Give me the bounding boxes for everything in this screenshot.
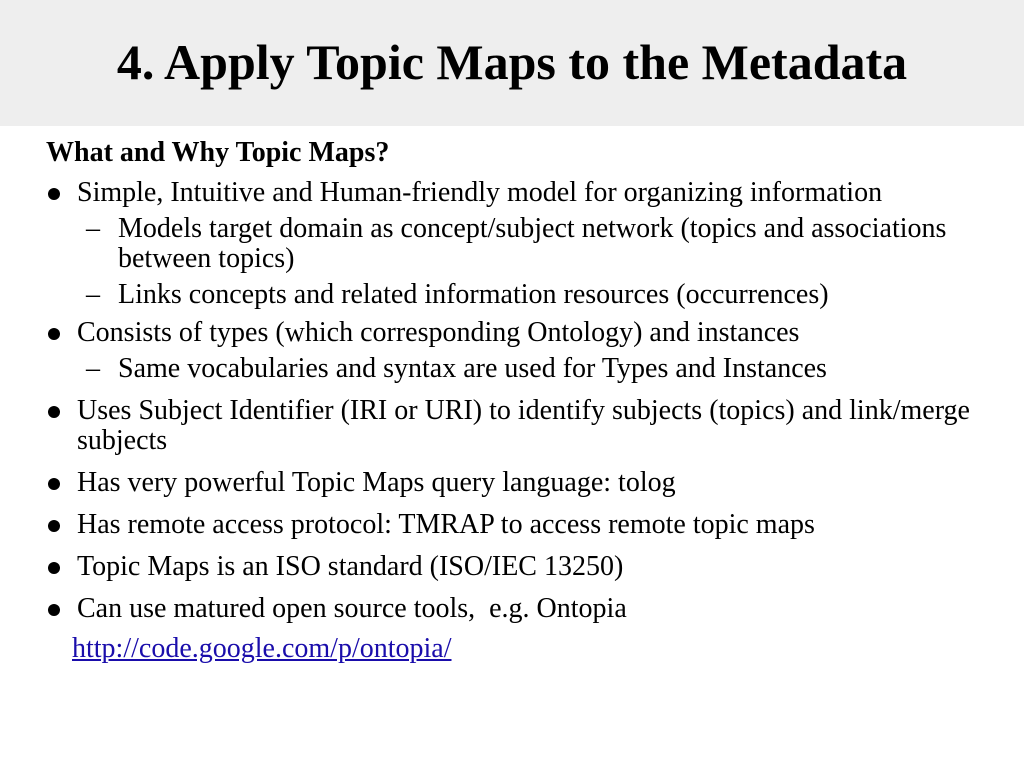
bullet-item (46, 552, 1006, 582)
bullet-text: Has remote access protocol: TMRAP to access remote topic maps (77, 509, 815, 540)
sub-bullet-item (46, 214, 1006, 274)
slide-body (46, 136, 1006, 664)
bullet-item (46, 396, 1006, 456)
link-line (46, 634, 1006, 664)
ontopia-link[interactable]: http://code.google.com/p/ontopia/ (72, 633, 452, 664)
dash-icon: – (86, 279, 100, 310)
sub-bullet-item (46, 280, 1006, 310)
bullet-item (46, 510, 1006, 540)
sub-bullet-text: Links concepts and related information resources (occurrences) (118, 279, 829, 310)
bullet-text: Consists of types (which corresponding Ontology) and instances (77, 317, 800, 348)
bullet-text: Uses Subject Identifier (IRI or URI) to identify subjects (topics) and link/merge subjects (77, 395, 970, 456)
bullet-item (46, 178, 1006, 208)
bullet-dot-icon (48, 406, 60, 418)
bullet-dot-icon (48, 478, 60, 490)
bullet-dot-icon (48, 520, 60, 532)
sub-bullet-text: Same vocabularies and syntax are used for Types and Instances (118, 353, 827, 384)
bullet-text: Simple, Intuitive and Human-friendly model for organizing information (77, 177, 883, 208)
bullet-dot-icon (48, 188, 60, 200)
section-heading: What and Why Topic Maps? (46, 137, 390, 168)
sub-bullet-text: Models target domain as concept/subject network (topics and associations between topics) (118, 213, 947, 274)
slide-title: 4. Apply Topic Maps to the Metadata (116, 34, 908, 90)
bullet-dot-icon (48, 562, 60, 574)
bullet-text: Topic Maps is an ISO standard (ISO/IEC 13250) (77, 551, 624, 582)
bullet-item (46, 468, 1006, 498)
dash-icon: – (86, 213, 100, 244)
bullet-dot-icon (48, 328, 60, 340)
bullet-item (46, 594, 1006, 624)
bullet-text: Has very powerful Topic Maps query language: tolog (77, 467, 676, 498)
dash-icon: – (86, 353, 100, 384)
bullet-dot-icon (48, 604, 60, 616)
sub-bullet-item (46, 354, 1006, 384)
bullet-text: Can use matured open source tools, e.g. Ontopia (77, 593, 627, 624)
bullet-item (46, 318, 1006, 348)
